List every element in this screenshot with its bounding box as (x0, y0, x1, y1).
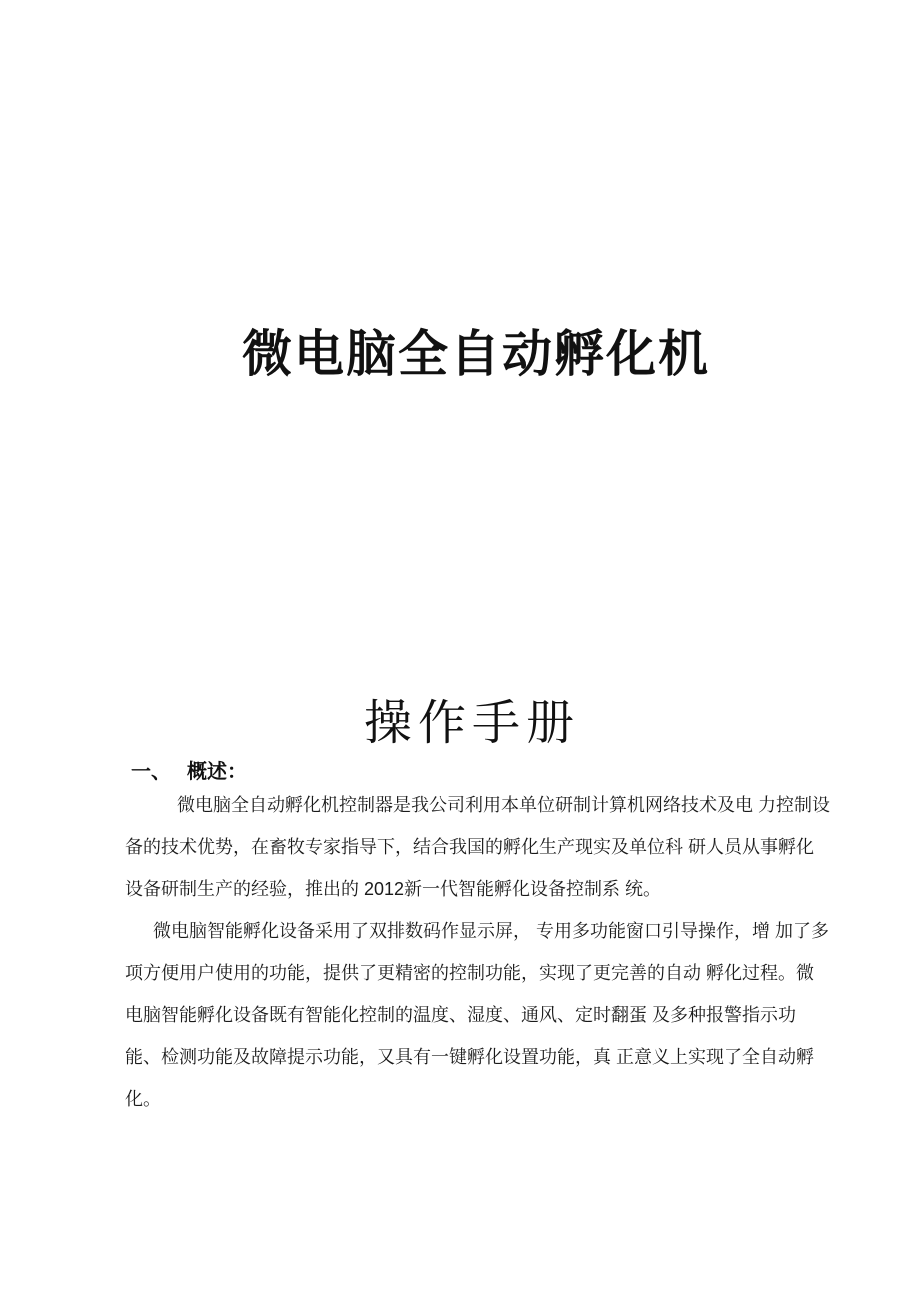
document-subtitle: 操作手册 (364, 697, 581, 750)
section-heading (131, 760, 247, 784)
section-title: 概述： (187, 761, 247, 783)
body-line: 设备研制生产的经验，推出的 2012新一代智能孵化设备控制系 统。 (125, 879, 662, 899)
body-line: 能、检测功能及故障提示功能，又具有一键孵化设置功能，真 正意义上实现了全自动孵 (125, 1047, 814, 1067)
body-line: 备的技术优势，在畜牧专家指导下，结合我国的孵化生产现实及单位科 研人员从事孵化 (125, 837, 814, 857)
body-line: 电脑智能孵化设备既有智能化控制的温度、湿度、通风、定时翻蛋 及多种报警指示功 (125, 1005, 796, 1025)
body-line: 微电脑全自动孵化机控制器是我公司利用本单位研制计算机网络技术及电 力控制设 (177, 795, 830, 815)
document-title: 微电脑全自动孵化机 (242, 326, 710, 382)
body-line: 化。 (125, 1089, 161, 1109)
body-line: 项方便用户使用的功能，提供了更精密的控制功能，实现了更完善的自动 孵化过程。微 (125, 963, 814, 983)
body-text (125, 784, 830, 1120)
section-number: 一、 (131, 761, 171, 783)
body-line: 微电脑智能孵化设备采用了双排数码作显示屏， 专用多功能窗口引导操作，增 加了多 (153, 921, 829, 941)
